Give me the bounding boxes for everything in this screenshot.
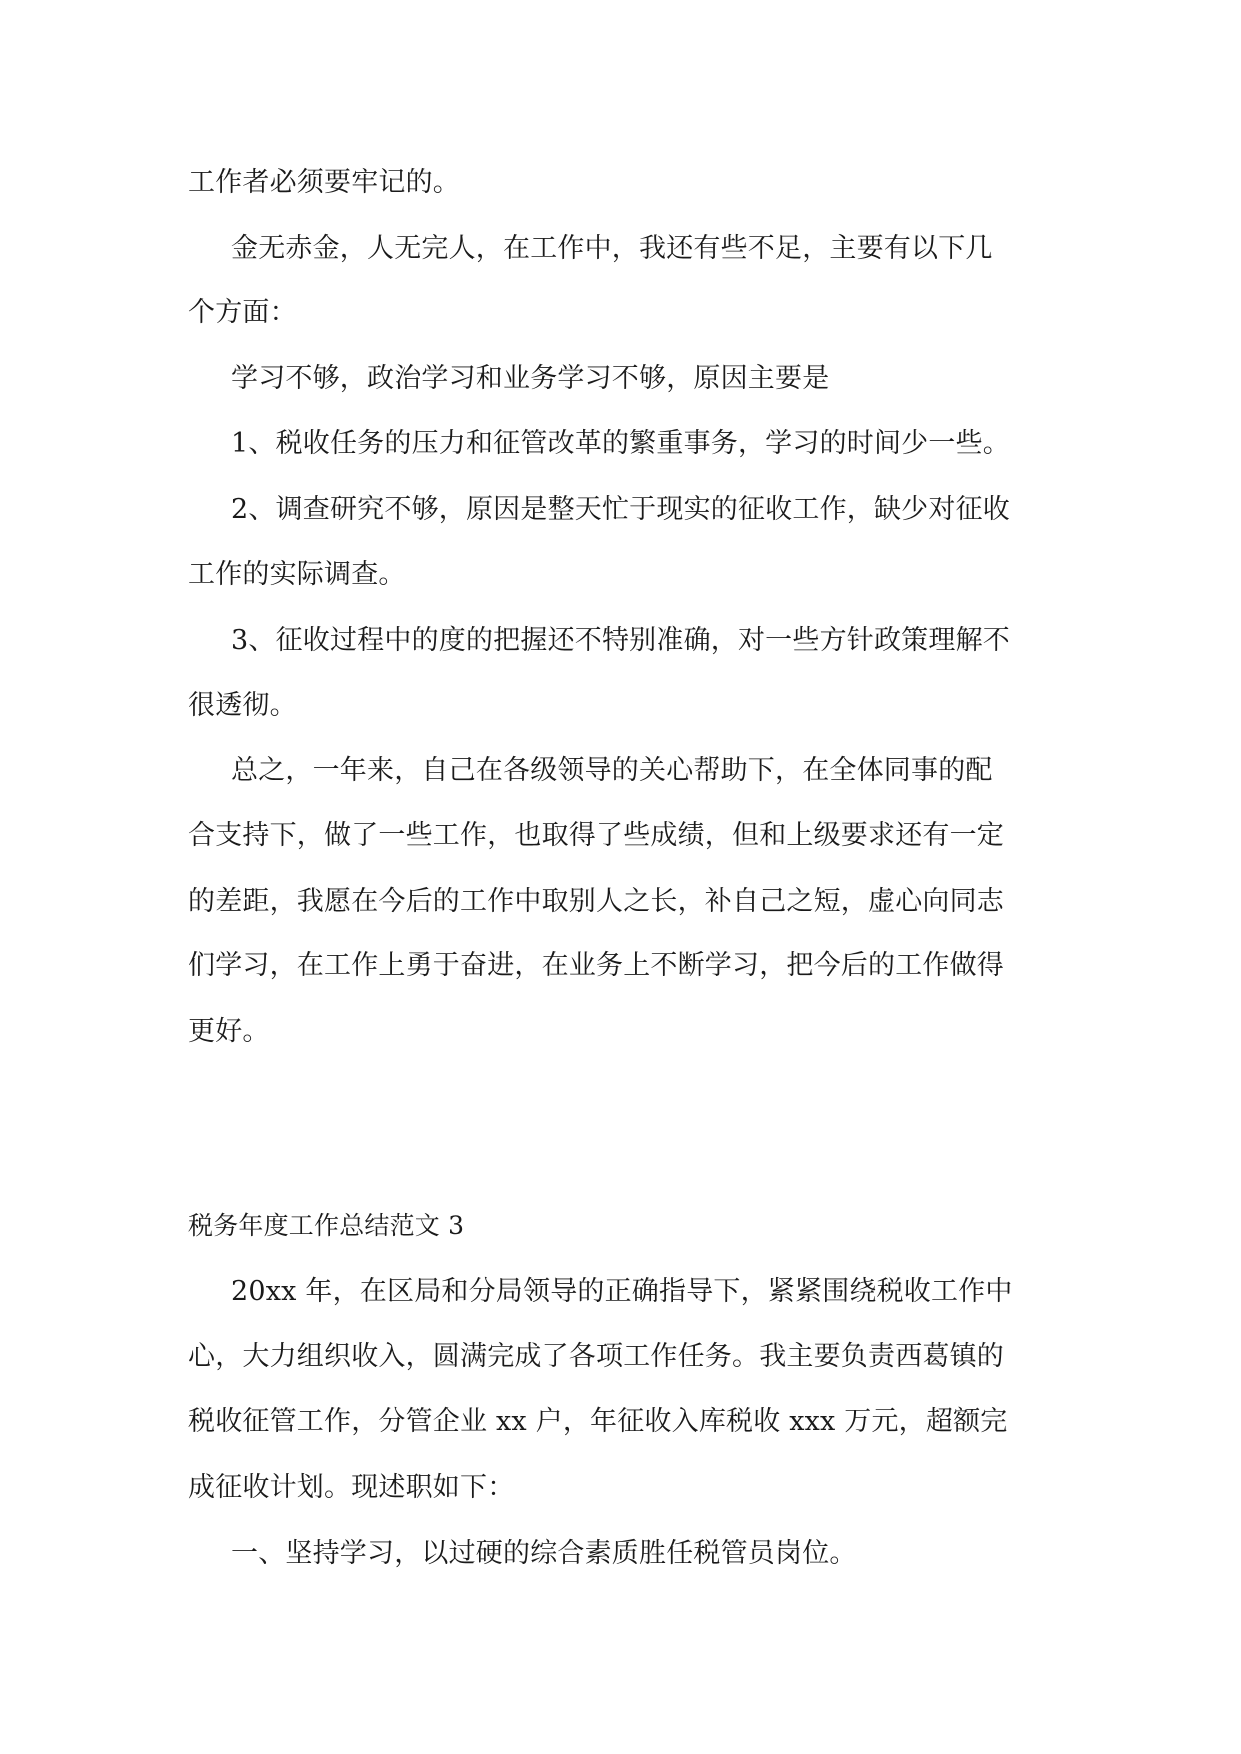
paragraph-line: 20xx 年，在区局和分局领导的正确指导下，紧紧围绕税收工作中	[231, 1276, 1013, 1307]
paragraph-line: 心，大力组织收入，圆满完成了各项工作任务。我主要负责西葛镇的	[188, 1341, 1004, 1372]
paragraph-line: 税收征管工作，分管企业 xx 户，年征收入库税收 xxx 万元，超额完	[188, 1406, 1008, 1437]
paragraph-line: 3、征收过程中的度的把握还不特别准确，对一些方针政策理解不	[231, 625, 1010, 656]
paragraph-line: 合支持下，做了一些工作，也取得了些成绩，但和上级要求还有一定	[188, 820, 1004, 851]
paragraph-line: 一、坚持学习，以过硬的综合素质胜任税管员岗位。	[231, 1538, 857, 1569]
paragraph-line: 更好。	[188, 1016, 270, 1047]
paragraph-line: 1、税收任务的压力和征管改革的繁重事务，学习的时间少一些。	[231, 428, 1010, 459]
paragraph-line: 们学习，在工作上勇于奋进，在业务上不断学习，把今后的工作做得	[188, 950, 1004, 981]
paragraph-line: 成征收计划。现述职如下：	[188, 1472, 515, 1503]
paragraph-line: 工作者必须要牢记的。	[188, 167, 460, 198]
paragraph-line: 的差距，我愿在今后的工作中取别人之长，补自己之短，虚心向同志	[188, 886, 1004, 917]
paragraph-line: 工作的实际调查。	[188, 559, 406, 590]
section-title: 税务年度工作总结范文 3	[188, 1211, 465, 1240]
paragraph-line: 总之，一年来，自己在各级领导的关心帮助下，在全体同事的配	[231, 755, 993, 786]
paragraph-line: 金无赤金，人无完人，在工作中，我还有些不足，主要有以下几	[231, 233, 993, 264]
paragraph-line: 2、调查研究不够，原因是整天忙于现实的征收工作，缺少对征收	[231, 494, 1010, 525]
paragraph-line: 很透彻。	[188, 690, 297, 721]
paragraph-line: 个方面：	[188, 297, 297, 328]
paragraph-line: 学习不够，政治学习和业务学习不够，原因主要是	[231, 363, 830, 394]
